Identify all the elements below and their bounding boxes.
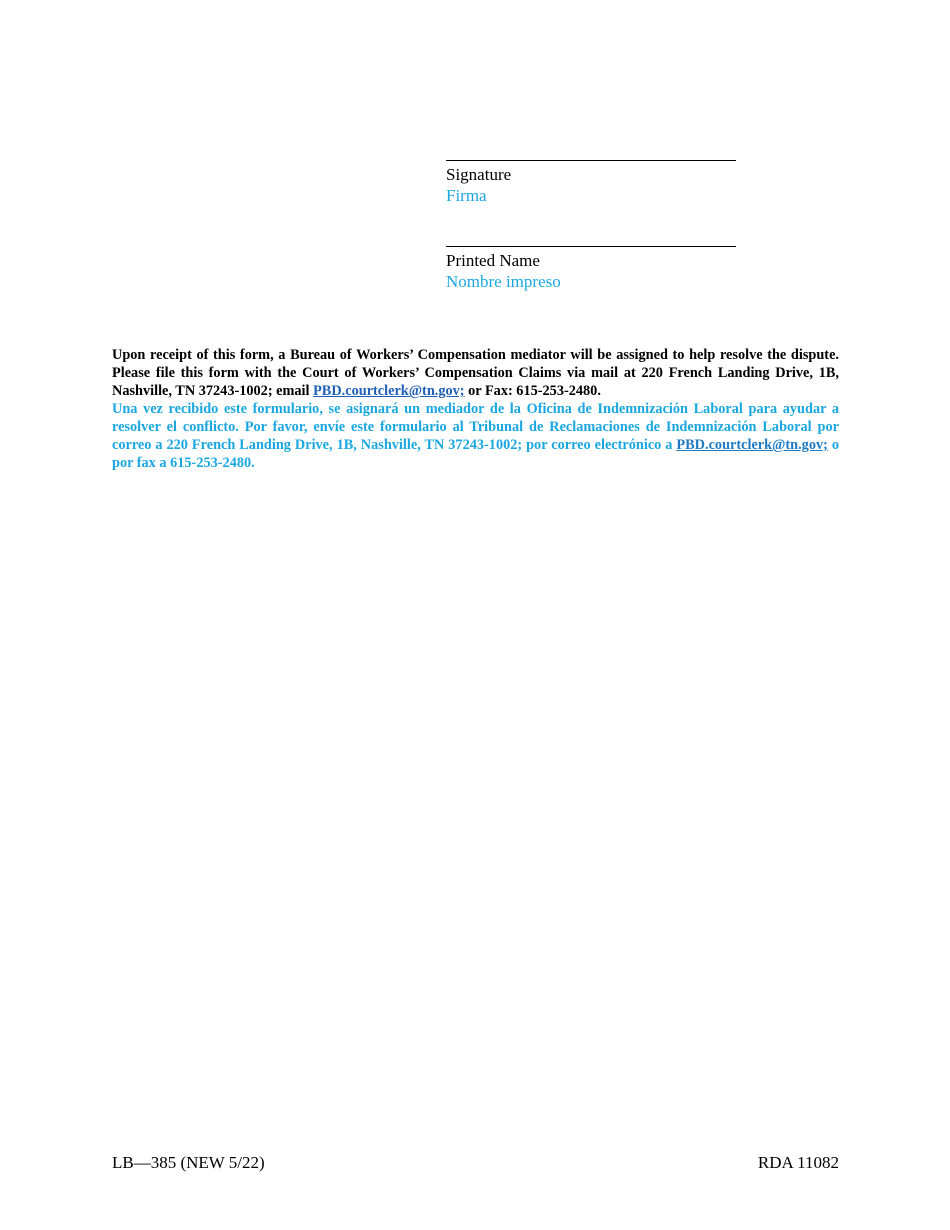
filing-notice-english [112, 346, 839, 400]
signature-line[interactable] [446, 160, 736, 161]
notice-text-en-part2: or Fax: 615-253-2480. [464, 383, 601, 399]
signature-label-spanish: Firma [446, 186, 487, 205]
filing-notice-spanish [112, 400, 839, 472]
printed-name-block [446, 246, 738, 292]
printed-name-label: Printed Name [446, 251, 540, 270]
email-link-spanish[interactable]: PBD.courtclerk@tn.gov; [676, 437, 828, 453]
notice-text-es-part1: Una vez recibido este formulario, se asignará un mediador de la Oficina de Indemnización Laboral para ayudar a resolver el conflicto. Por favor, envíe este formulario al Tribunal de Reclamaciones de Indemnización Laboral por correo a 220 French Landing Drive, 1B, Nashville, TN 37243-1002; por correo electrónico a [112, 401, 839, 453]
filing-notice [112, 346, 839, 472]
signature-block [446, 160, 738, 206]
signature-label: Signature [446, 165, 512, 184]
email-link[interactable]: PBD.courtclerk@tn.gov; [313, 383, 465, 399]
notice-text-es-part2: o por fax a 615-253-2480. [112, 437, 840, 471]
printed-name-label-spanish: Nombre impreso [446, 272, 561, 291]
notice-text-en-part1: Upon receipt of this form, a Bureau of Workers’ Compensation mediator will be assigned to help resolve the dispute. Please file this form with the Court of Workers’ Compensation Claims via mail at 220 French Landing Drive, 1B, Nashville, TN 37243-1002; email [112, 347, 839, 399]
printed-name-line[interactable] [446, 246, 736, 247]
form-number: LB—385 (NEW 5/22) [112, 1153, 265, 1172]
rda-number: RDA 11082 [757, 1153, 839, 1172]
